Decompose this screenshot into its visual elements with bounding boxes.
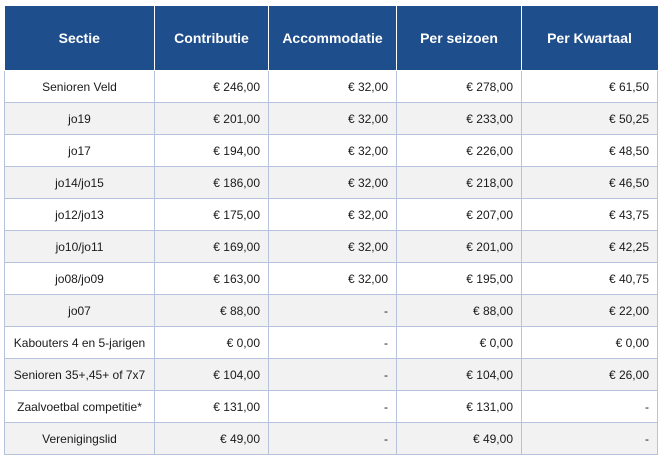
contribution-table-wrapper (4, 6, 657, 455)
table-row (5, 391, 658, 423)
table-row (5, 423, 658, 455)
cell-per-seizoen: € 195,00 (397, 263, 522, 295)
cell-per-kwartaal: - (522, 391, 658, 423)
cell-per-kwartaal: € 48,50 (522, 135, 658, 167)
table-row (5, 71, 658, 103)
header-sectie: Sectie (5, 6, 155, 71)
cell-per-kwartaal: € 26,00 (522, 359, 658, 391)
cell-sectie: Senioren 35+,45+ of 7x7 (5, 359, 155, 391)
cell-per-seizoen: € 88,00 (397, 295, 522, 327)
cell-per-kwartaal: € 50,25 (522, 103, 658, 135)
cell-accommodatie: € 32,00 (269, 263, 397, 295)
cell-contributie: € 246,00 (155, 71, 269, 103)
cell-contributie: € 131,00 (155, 391, 269, 423)
cell-accommodatie: - (269, 423, 397, 455)
cell-per-kwartaal: € 61,50 (522, 71, 658, 103)
cell-accommodatie: - (269, 327, 397, 359)
table-row (5, 295, 658, 327)
table-row (5, 199, 658, 231)
cell-accommodatie: € 32,00 (269, 167, 397, 199)
table-row (5, 263, 658, 295)
table-header (5, 6, 658, 71)
header-accommodatie: Accommodatie (269, 6, 397, 71)
cell-accommodatie: € 32,00 (269, 135, 397, 167)
cell-per-kwartaal: € 22,00 (522, 295, 658, 327)
cell-sectie: jo19 (5, 103, 155, 135)
cell-per-seizoen: € 201,00 (397, 231, 522, 263)
cell-per-seizoen: € 104,00 (397, 359, 522, 391)
cell-accommodatie: - (269, 295, 397, 327)
cell-contributie: € 88,00 (155, 295, 269, 327)
cell-accommodatie: - (269, 359, 397, 391)
table-row (5, 327, 658, 359)
header-per-kwartaal: Per Kwartaal (522, 6, 658, 71)
table-row (5, 135, 658, 167)
cell-contributie: € 186,00 (155, 167, 269, 199)
cell-sectie: jo07 (5, 295, 155, 327)
header-row (5, 6, 658, 71)
cell-per-kwartaal: - (522, 423, 658, 455)
cell-contributie: € 175,00 (155, 199, 269, 231)
cell-per-seizoen: € 49,00 (397, 423, 522, 455)
cell-sectie: Kabouters 4 en 5-jarigen (5, 327, 155, 359)
cell-per-kwartaal: € 46,50 (522, 167, 658, 199)
cell-contributie: € 49,00 (155, 423, 269, 455)
cell-sectie: jo10/jo11 (5, 231, 155, 263)
table-row (5, 359, 658, 391)
cell-per-kwartaal: € 40,75 (522, 263, 658, 295)
cell-accommodatie: € 32,00 (269, 231, 397, 263)
cell-sectie: Zaalvoetbal competitie* (5, 391, 155, 423)
cell-accommodatie: € 32,00 (269, 199, 397, 231)
cell-contributie: € 104,00 (155, 359, 269, 391)
header-contributie: Contributie (155, 6, 269, 71)
table-row (5, 167, 658, 199)
table-row (5, 231, 658, 263)
cell-accommodatie: € 32,00 (269, 103, 397, 135)
cell-contributie: € 194,00 (155, 135, 269, 167)
cell-sectie: Verenigingslid (5, 423, 155, 455)
cell-per-seizoen: € 0,00 (397, 327, 522, 359)
cell-sectie: jo17 (5, 135, 155, 167)
cell-contributie: € 0,00 (155, 327, 269, 359)
cell-per-kwartaal: € 43,75 (522, 199, 658, 231)
table-row (5, 103, 658, 135)
cell-contributie: € 201,00 (155, 103, 269, 135)
cell-per-kwartaal: € 42,25 (522, 231, 658, 263)
cell-per-seizoen: € 233,00 (397, 103, 522, 135)
cell-accommodatie: - (269, 391, 397, 423)
cell-per-seizoen: € 278,00 (397, 71, 522, 103)
table-body (5, 71, 658, 455)
header-per-seizoen: Per seizoen (397, 6, 522, 71)
cell-per-kwartaal: € 0,00 (522, 327, 658, 359)
contribution-table (4, 6, 658, 455)
cell-sectie: Senioren Veld (5, 71, 155, 103)
cell-per-seizoen: € 207,00 (397, 199, 522, 231)
cell-sectie: jo14/jo15 (5, 167, 155, 199)
cell-contributie: € 169,00 (155, 231, 269, 263)
cell-sectie: jo08/jo09 (5, 263, 155, 295)
cell-per-seizoen: € 226,00 (397, 135, 522, 167)
cell-accommodatie: € 32,00 (269, 71, 397, 103)
cell-per-seizoen: € 131,00 (397, 391, 522, 423)
cell-per-seizoen: € 218,00 (397, 167, 522, 199)
cell-sectie: jo12/jo13 (5, 199, 155, 231)
cell-contributie: € 163,00 (155, 263, 269, 295)
